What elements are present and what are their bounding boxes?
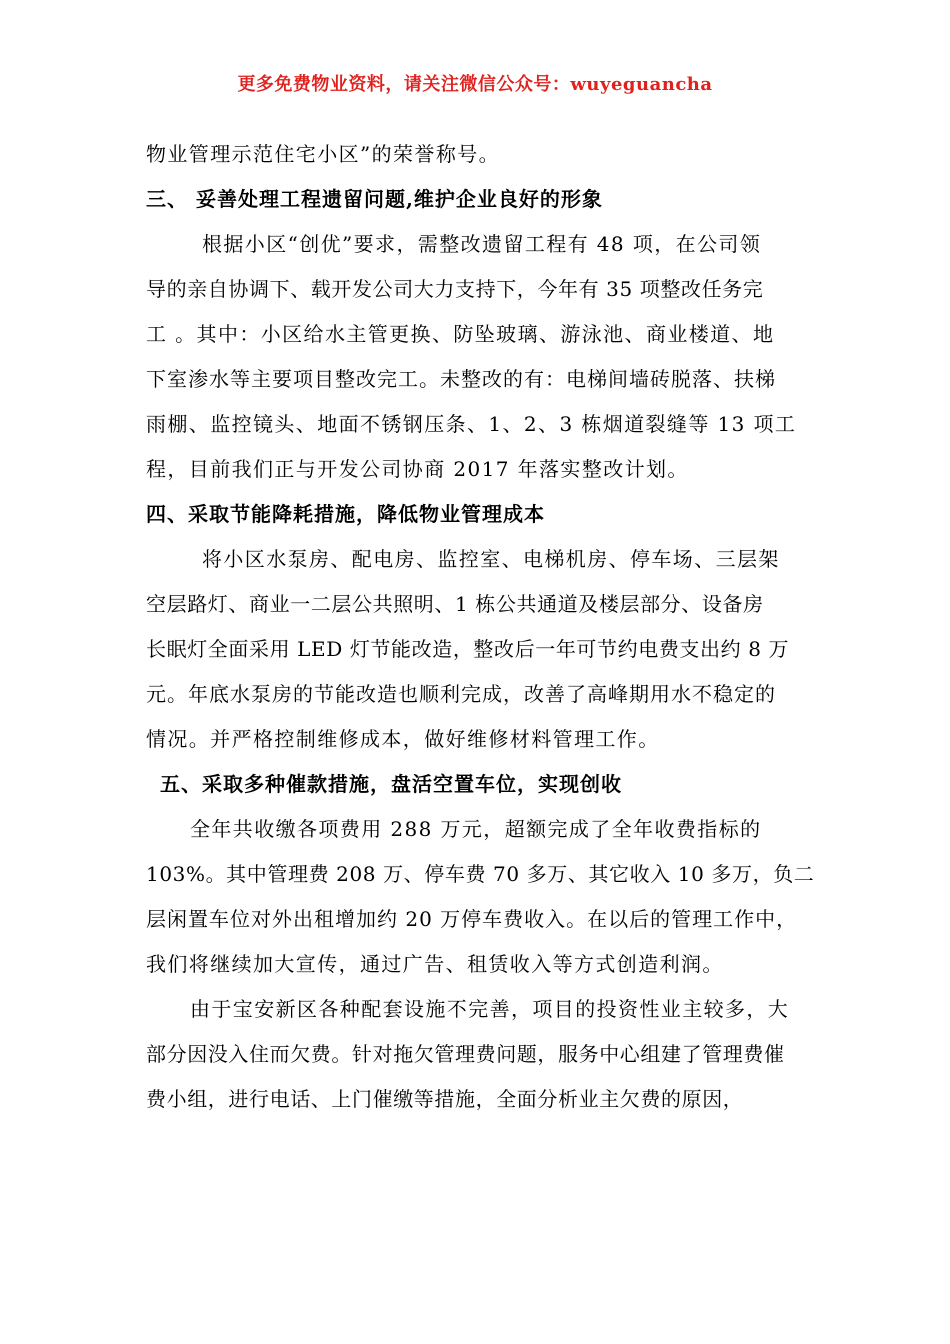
body-line: 情况。并严格控制维修成本，做好维修材料管理工作。 xyxy=(146,727,660,751)
promo-header: 更多免费物业资料，请关注微信公众号：wuyeguancha xyxy=(237,74,713,95)
section-heading-5: 五、采取多种催款措施，盘活空置车位，实现创收 xyxy=(160,772,622,796)
body-line: 雨棚、监控镜头、地面不锈钢压条、1、2、3 栋烟道裂缝等 13 项工 xyxy=(146,412,797,436)
section-heading-4: 四、采取节能降耗措施，降低物业管理成本 xyxy=(146,502,545,526)
body-line: 下室渗水等主要项目整改完工。未整改的有：电梯间墙砖脱落、扶梯 xyxy=(146,367,776,391)
body-line: 长眠灯全面采用 LED 灯节能改造，整改后一年可节约电费支出约 8 万 xyxy=(146,637,790,661)
body-line: 导的亲自协调下、载开发公司大力支持下，今年有 35 项整改任务完 xyxy=(146,277,764,301)
body-line: 层闲置车位对外出租增加约 20 万停车费收入。在以后的管理工作中， xyxy=(146,907,798,931)
body-line: 将小区水泵房、配电房、监控室、电梯机房、停车场、三层架 xyxy=(202,547,780,571)
body-line: 空层路灯、商业一二层公共照明、1 栋公共通道及楼层部分、设备房 xyxy=(146,592,764,616)
body-line: 程，目前我们正与开发公司协商 2017 年落实整改计划。 xyxy=(146,457,689,481)
body-line: 元。年底水泵房的节能改造也顺利完成，改善了高峰期用水不稳定的 xyxy=(146,682,776,706)
body-line: 根据小区“创优”要求，需整改遗留工程有 48 项，在公司领 xyxy=(202,232,762,256)
body-line: 费小组，进行电话、上门催缴等措施，全面分析业主欠费的原因， xyxy=(146,1087,744,1111)
body-line: 全年共收缴各项费用 288 万元，超额完成了全年收费指标的 xyxy=(190,817,762,841)
section-heading-3: 三、 妥善处理工程遗留问题,维护企业良好的形象 xyxy=(146,187,603,211)
body-line: 103%。其中管理费 208 万、停车费 70 多万、其它收入 10 多万，负二 xyxy=(146,862,815,886)
body-line: 部分因没入住而欠费。针对拖欠管理费问题，服务中心组建了管理费催 xyxy=(146,1042,785,1066)
body-line: 我们将继续加大宣传，通过广告、租赁收入等方式创造利润。 xyxy=(146,952,724,976)
body-line: 工 。其中：小区给水主管更换、防坠玻璃、游泳池、商业楼道、地 xyxy=(146,322,775,346)
document-body xyxy=(146,132,818,1122)
body-line: 物业管理示范住宅小区”的荣誉称号。 xyxy=(146,142,501,166)
body-line: 由于宝安新区各种配套设施不完善，项目的投资性业主较多，大 xyxy=(190,997,790,1021)
